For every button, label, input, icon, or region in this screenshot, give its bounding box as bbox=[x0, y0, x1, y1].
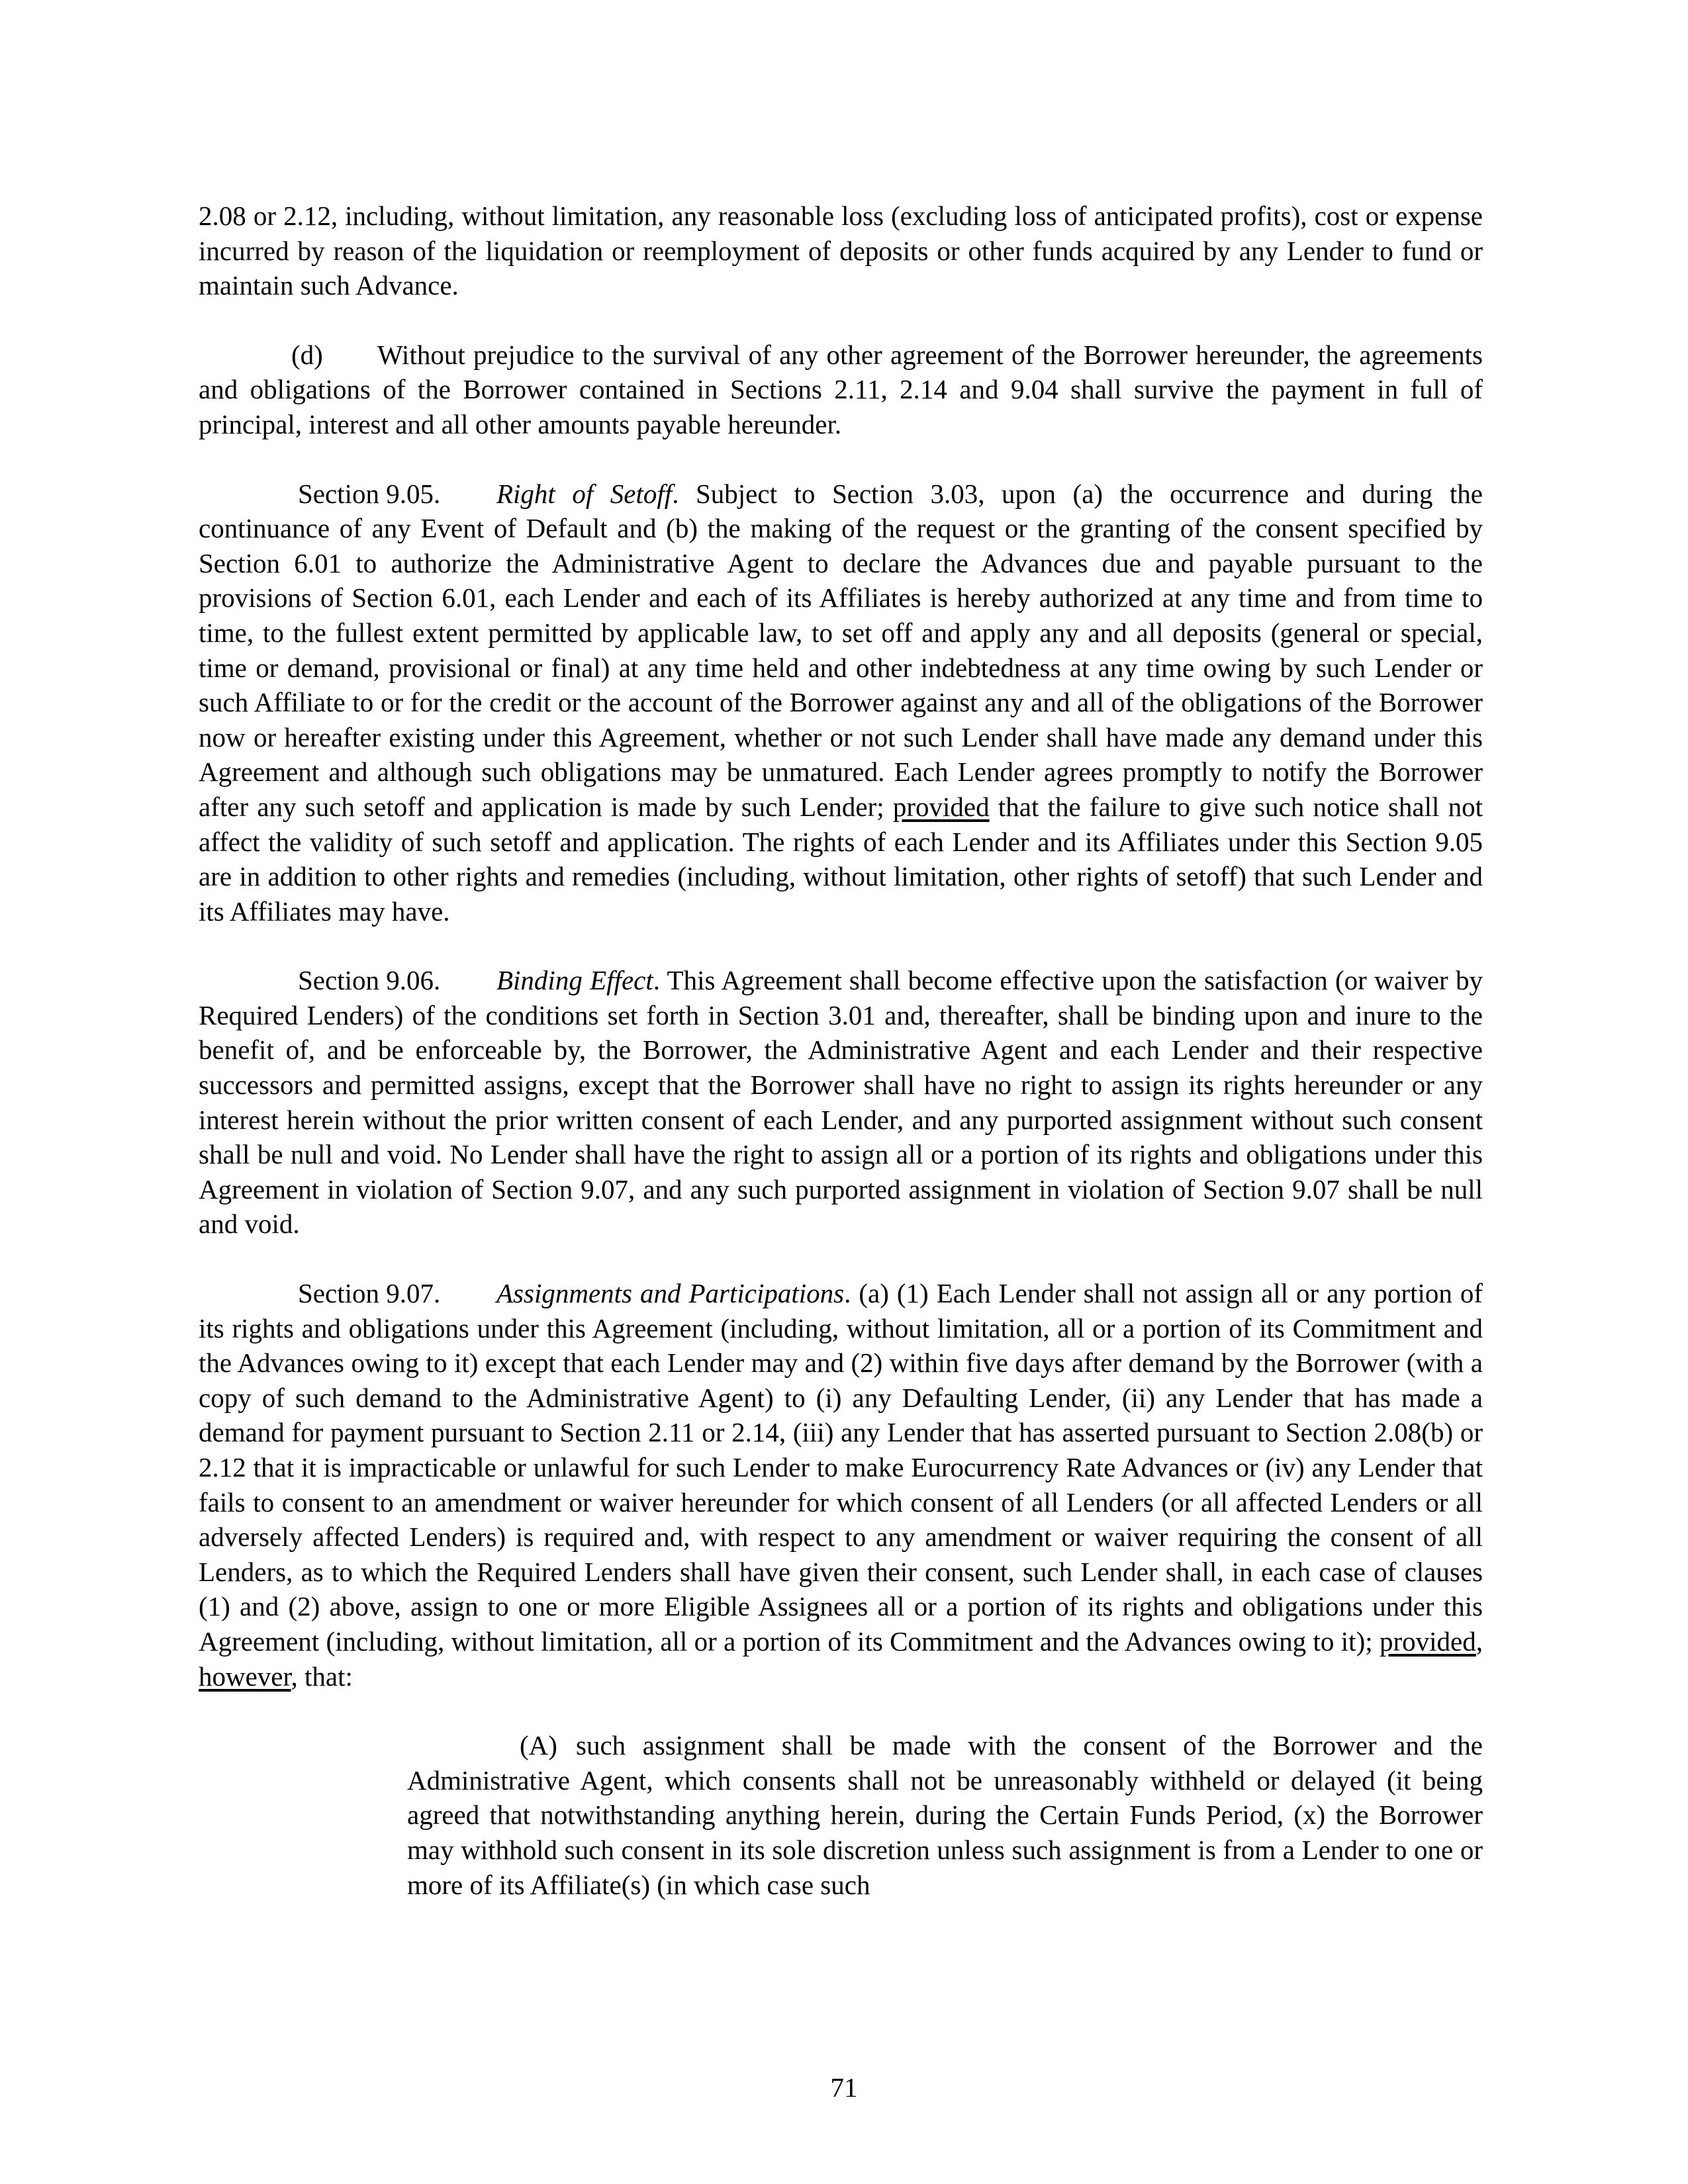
clause-A-label: (A) bbox=[520, 1730, 557, 1761]
clause-A-text: such assignment shall be made with the consent of the Borrower and the Administrative Agent, which consents shall not be unreasonably withheld or delayed (it being agreed that notwithstanding anything herein, during the Certain Funds Period, (x) the Borrower may withhold such consent in its sole discretion unless such assignment is from a Lender to one or more of its Affiliate(s) (in which case such bbox=[407, 1730, 1483, 1900]
section-9-07 bbox=[199, 1276, 1483, 1694]
section-9-05-text-2: that the failure to give such notice shall not affect the validity of such setoff and application. The rights of each Lender and its Affiliates under this Section 9.05 are in addition to other rights and remedies (including, without limitation, other rights of setoff) that such Lender and its Affiliates may have. bbox=[199, 791, 1483, 927]
section-9-05 bbox=[199, 477, 1483, 929]
clause-d-label: (d) bbox=[291, 339, 323, 370]
section-9-07-provided: provided bbox=[1380, 1625, 1476, 1657]
section-9-06-title: Binding Effect bbox=[496, 965, 653, 996]
section-9-07-text-1: . (a) (1) Each Lender shall not assign all or any portion of its rights and obligations under this Agreement (including, without limitation, all or a portion of its Commitment and the Advances owing to it) except that each Lender may and (2) within five days after demand by the Borrower (with a copy of such demand to the Administrative Agent) to (i) any Defaulting Lender, (ii) any Lender that has made a demand for payment pursuant to Section 2.11 or 2.14, (iii) any Lender that has asserted pursuant to Section 2.08(b) or 2.12 that it is impracticable or unlawful for such Lender to make Eurocurrency Rate Advances or (iv) any Lender that fails to consent to an amendment or waiver hereunder for which consent of all Lenders (or all affected Lenders or all adversely affected Lenders) is required and, with respect to any amendment or waiver requiring the consent of all Lenders, as to which the Required Lenders shall have given their consent, such Lender shall, in each case of clauses (1) and (2) above, assign to one or more Eligible Assignees all or a portion of its rights and obligations under this Agreement (including, without limitation, all or a portion of its Commitment and the Advances owing to it); bbox=[199, 1278, 1483, 1657]
section-9-07-however: however bbox=[199, 1661, 291, 1692]
clause-d-paragraph bbox=[199, 338, 1483, 442]
section-9-05-text-1: . Subject to Section 3.03, upon (a) the occurrence and during the continuance of any Event of Default and (b) the making of the request or the granting of the consent specified by Section 6.01 to authorize the Administrative Agent to declare the Advances due and payable pursuant to the provisions of Section 6.01, each Lender and each of its Affiliates is hereby authorized at any time and from time to time, to the fullest extent permitted by applicable law, to set off and apply any and all deposits (general or special, time or demand, provisional or final) at any time held and other indebtedness at any time owing by such Lender or such Affiliate to or for the credit or the account of the Borrower against any and all of the obligations of the Borrower now or hereafter existing under this Agreement, whether or not such Lender shall have made any demand under this Agreement and although such obligations may be unmatured. Each Lender agrees promptly to notify the Borrower after any such setoff and application is made by such Lender; bbox=[199, 478, 1483, 822]
section-9-06-text: . This Agreement shall become effective upon the satisfaction (or waiver by Required Lenders) of the conditions set forth in Section 3.01 and, thereafter, shall be binding upon and inure to the benefit of, and be enforceable by, the Borrower, the Administrative Agent and each Lender and their respective successors and permitted assigns, except that the Borrower shall have no right to assign its rights hereunder or any interest herein without the prior written consent of each Lender, and any purported assignment without such consent shall be null and void. No Lender shall have the right to assign all or a portion of its rights and obligations under this Agreement in violation of Section 9.07, and any such purported assignment in violation of Section 9.07 shall be null and void. bbox=[199, 965, 1483, 1240]
section-9-05-provided: provided bbox=[892, 791, 990, 822]
section-9-07-comma: , bbox=[1476, 1625, 1483, 1657]
section-9-05-number: Section 9.05. bbox=[298, 478, 441, 509]
clause-d-text: Without prejudice to the survival of any other agreement of the Borrower hereunder, the agreements and obligations of the Borrower contained in Sections 2.11, 2.14 and 9.04 shall survive the payment in full of principal, interest and all other amounts payable hereunder. bbox=[199, 339, 1483, 439]
page-number: 71 bbox=[830, 2072, 858, 2103]
continuation-paragraph bbox=[199, 199, 1483, 303]
clause-A-paragraph bbox=[407, 1728, 1483, 1902]
section-9-07-title: Assignments and Participations bbox=[496, 1278, 845, 1309]
section-9-05-title: Right of Setoff bbox=[496, 478, 673, 509]
continuation-text: 2.08 or 2.12, including, without limitation, any reasonable loss (excluding loss of anticipated profits), cost or expense incurred by reason of the liquidation or reemployment of deposits or other funds acquired by any Lender to fund or maintain such Advance. bbox=[199, 201, 1483, 301]
section-9-07-text-2: , that: bbox=[291, 1661, 353, 1692]
section-9-06-number: Section 9.06. bbox=[298, 965, 441, 996]
section-9-06 bbox=[199, 963, 1483, 1242]
document-page bbox=[199, 199, 1483, 1902]
section-9-07-number: Section 9.07. bbox=[298, 1278, 441, 1309]
